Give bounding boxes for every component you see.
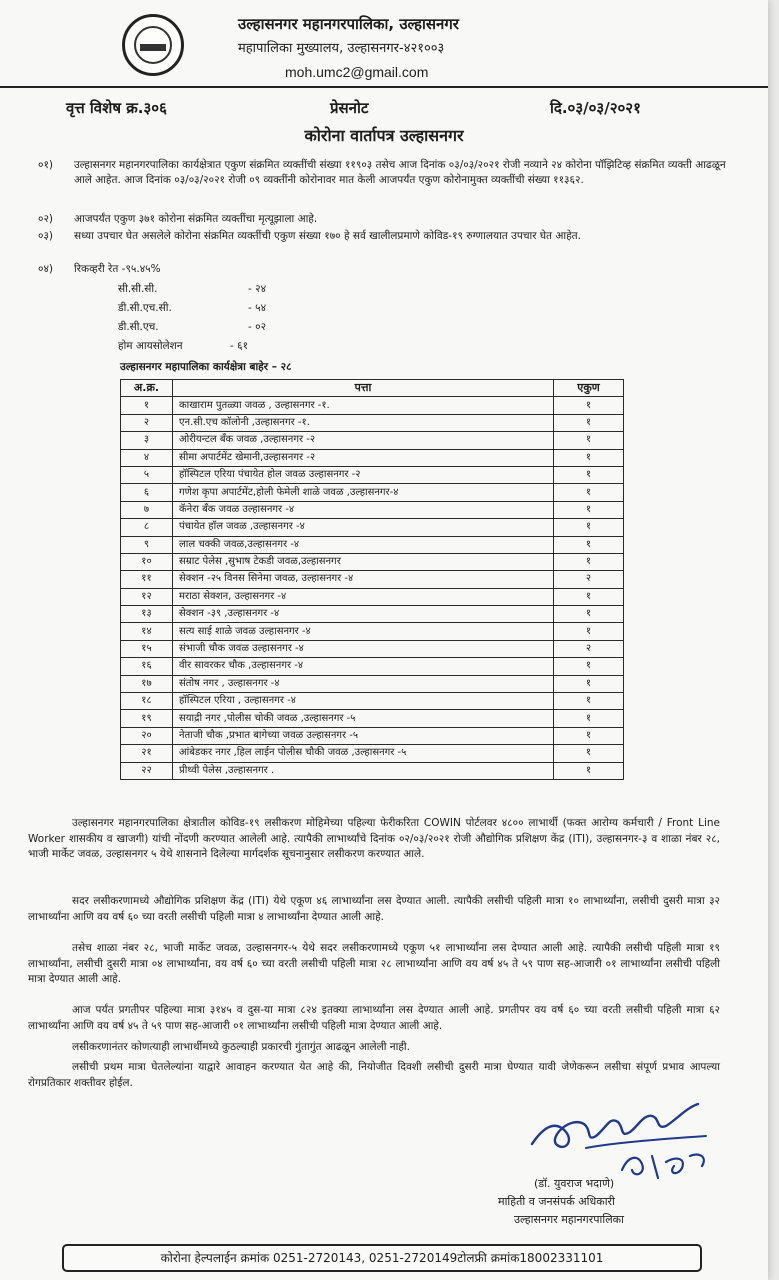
total-cell: १ — [554, 606, 624, 623]
address-cell: सत्य साई शाळे जवळ उल्हासनगर -४ — [173, 623, 554, 640]
serial-cell: २१ — [121, 745, 173, 762]
table-row — [121, 397, 624, 414]
table-row — [121, 484, 624, 501]
total-cell: १ — [554, 745, 624, 762]
municipal-seal-logo — [122, 14, 184, 76]
body-paragraph: लसीची प्रथम मात्रा घेतलेल्यांना याद्वारे आवाहन करण्यात येत आहे की, नियोजीत दिवशी लसीची दुसरी मात्रा घेण्यात यावी जेणेकरून लसीचा संपूर्ण प्रभाव आपल्या रोगप्रतिकार शक्तीवर होईल. — [28, 1061, 720, 1089]
total-cell: १ — [554, 675, 624, 692]
category-value: - ५४ — [248, 302, 267, 314]
serial-cell: ८ — [121, 519, 173, 536]
serial-cell: १८ — [121, 693, 173, 710]
bulletin-number: वृत्त विशेष क्र.३०६ — [66, 99, 167, 117]
table-header-row — [121, 380, 624, 397]
total-cell: १ — [554, 762, 624, 779]
bulletin-date: दि.०३/०३/२०२१ — [550, 99, 641, 117]
header-divider — [0, 86, 768, 88]
serial-cell: १५ — [121, 640, 173, 657]
category-dch — [118, 320, 318, 335]
org-email: moh.umc2@gmail.com — [285, 64, 429, 80]
table-row — [121, 606, 624, 623]
signatory-org: उल्हासनगर महानगरपालिका — [514, 1213, 624, 1226]
table-row — [121, 414, 624, 431]
point-3 — [38, 229, 728, 244]
total-cell: १ — [554, 414, 624, 431]
table-row — [121, 623, 624, 640]
serial-cell: २० — [121, 727, 173, 744]
point-number: ०३) — [38, 230, 54, 242]
serial-cell: ६ — [121, 484, 173, 501]
total-cell: १ — [554, 658, 624, 675]
address-cell: नेताजी चौक ,प्रभात बागेच्या जवळ उल्हासनगर -५ — [173, 727, 554, 744]
address-cell: आंबेडकर नगर ,हिल लाईन पोलीस चौकी जवळ ,उल्हासनगर -५ — [173, 745, 554, 762]
total-cell: १ — [554, 501, 624, 518]
table-row — [121, 449, 624, 466]
serial-cell: १६ — [121, 658, 173, 675]
serial-cell: ९ — [121, 536, 173, 553]
point-text: आजपर्यंत एकुण ३७१ कोरोना संक्रमित व्यक्तींचा मृत्यूझाला आहे. — [74, 213, 318, 225]
serial-cell: ११ — [121, 571, 173, 588]
total-cell: १ — [554, 484, 624, 501]
press-note-label: प्रेसनोट — [330, 99, 369, 117]
category-value: - ६१ — [230, 340, 249, 352]
org-address: महापालिका मुख्यालय, उल्हासनगर-४२१००३ — [238, 41, 445, 56]
serial-cell: १ — [121, 397, 173, 414]
category-home-isolation — [118, 339, 318, 354]
body-paragraph: आज पर्यंत प्रगतीपर पहिल्या मात्रा ३१४५ व दुस-या मात्रा ८२४ इतक्या लाभार्थ्यांना लस देण्यात आली आहे. प्रगतीपर वय वर्ष ६० च्या वरती लसीची पहिली मात्रा ६२ लाभार्थ्यांना आणि वय वर्ष ४५ ते ५९ पाण सह-आजारी ०१ लाभार्थ्यांना लसीची पहिली मात्रा देण्यात आली आहे. — [28, 1004, 720, 1032]
category-name: होम आयसोलेशन — [118, 340, 183, 352]
serial-cell: ५ — [121, 466, 173, 483]
total-cell: १ — [554, 397, 624, 414]
address-cell: एन.सी.एच कॉलोनी ,उल्हासनगर -१. — [173, 414, 554, 431]
address-cell: हॉस्पिटल एरिया पंचायेत होल जवळ उल्हासनगर -२ — [173, 466, 554, 483]
total-cell: १ — [554, 519, 624, 536]
total-cell: १ — [554, 432, 624, 449]
table-row — [121, 536, 624, 553]
total-cell: २ — [554, 571, 624, 588]
column-header-serial: अ.क्र. — [121, 380, 173, 397]
table-row — [121, 466, 624, 483]
point-2 — [38, 212, 728, 227]
table-row — [121, 501, 624, 518]
table-row — [121, 693, 624, 710]
address-cell: संतोष नगर , उल्हासनगर -४ — [173, 675, 554, 692]
total-cell: १ — [554, 449, 624, 466]
total-cell: २ — [554, 640, 624, 657]
table-row — [121, 519, 624, 536]
total-cell: १ — [554, 553, 624, 570]
address-cell: ओरीयन्टल बँक जवळ ,उल्हासनगर -२ — [173, 432, 554, 449]
address-cell: सम्राट पेलेस ,सुभाष टेकडी जवळ,उल्हासनगर — [173, 553, 554, 570]
table-row — [121, 658, 624, 675]
serial-cell: ७ — [121, 501, 173, 518]
category-name: सी.सी.सी. — [118, 283, 158, 295]
table-row — [121, 571, 624, 588]
table-row — [121, 432, 624, 449]
point-text: उल्हासनगर महानगरपालिका कार्यक्षेत्रात एकुण संक्रमित व्यक्तींची संख्या ११९०३ तसेच आज दिनांक ०३/०३/२०२१ रोजी नव्याने २४ कोरोना पॉझिटिव्ह संक्रमित व्यक्ती आढळून आले आहेत. आज दिनांक ०३/०३/२०२१ रोजी ०९ व्यक्तींनी कोरोनावर मात केली आजपर्यंत एकुण कोरोनामुक्त व्यक्तींची संख्या ११३६२. — [74, 159, 726, 186]
address-cell: कॅनेरा बँक जवळ उल्हासनगर -४ — [173, 501, 554, 518]
table-row — [121, 553, 624, 570]
address-cell: मराठा सेक्शन, उल्हासनगर -४ — [173, 588, 554, 605]
serial-cell: १९ — [121, 710, 173, 727]
point-text: सध्या उपचार घेत असलेले कोरोना संक्रमित व्यक्तींची एकुण संख्या १७० हे सर्व खालीलप्रमाणे कोविड-१९ रुग्णालयात उपचार घेत आहेत. — [74, 230, 582, 242]
point-text: रिकव्हरी रेत -९५.४५% — [74, 263, 161, 275]
serial-cell: १३ — [121, 606, 173, 623]
category-value: - २४ — [248, 283, 267, 295]
body-paragraph: उल्हासनगर महानगरपालिका क्षेत्रातील कोविड-१९ लसीकरण मोहिमेच्या पहिल्या फेरीकरिता COWIN पोर्टलवर ४८०० लाभार्थी (फक्त आरोग्य कर्मचारी / Front Line Worker शासकीय व खाजगी) यांची नोंदणी करण्यात आलेली आहे. त्यापैकी लाभार्थ्यांचे दिनांक ०२/०३/२०२१ रोजी औद्योगिक प्रशिक्षण केंद्र (ITI), उल्हासनगर-३ व शाळा नंबर २८, भाजी मार्केट जवळ, उल्हासनगर ५ येथे शासनाने दिलेल्या मार्गदर्शक सूचनानुसार लसीकरण करण्यात आले. — [28, 817, 720, 860]
table-row — [121, 727, 624, 744]
helpline-footer: कोरोना हेल्पलाईन क्रमांक 0251-2720143, 0251-2720149टोलफ्री क्रमांक18002331101 — [62, 1244, 702, 1272]
signatory-designation: माहिती व जनसंपर्क अधिकारी — [498, 1195, 615, 1208]
point-number: ०१) — [38, 159, 54, 171]
point-4 — [38, 262, 728, 277]
total-cell: १ — [554, 623, 624, 640]
table-row — [121, 588, 624, 605]
table-row — [121, 640, 624, 657]
total-cell: १ — [554, 710, 624, 727]
address-cell: सेक्शन -३९ ,उल्हासनगर -४ — [173, 606, 554, 623]
category-value: - ०२ — [248, 321, 267, 333]
body-paragraph: तसेच शाळा नंबर २८, भाजी मार्केट जवळ, उल्हासनगर-५ येथे सदर लसीकरणामध्ये एकूण ५१ लाभार्थ्यांना लस देण्यात आली आहे. त्यापैकी लसीची पहिली मात्रा १९ लाभार्थ्यांना, लसीची दुसरी मात्रा ०४ लाभार्थ्यांना, वय वर्ष ६० च्या वरती लसीची पहिली मात्रा २८ लाभार्थ्यांना आणि वय वर्ष ४५ ते ५९ पाण सह-आजारी ०१ लाभार्थ्यांना लसीची पहिली मात्रा देण्यात आली आहे. — [28, 942, 720, 985]
address-table — [120, 379, 624, 780]
point-number: ०२) — [38, 213, 54, 225]
column-header-total: एकुण — [554, 380, 624, 397]
address-cell: लाल चक्की जवळ,उल्हासनगर -४ — [173, 536, 554, 553]
serial-cell: १२ — [121, 588, 173, 605]
page-title: कोरोना वार्तापत्र उल्हासनगर — [304, 126, 464, 145]
total-cell: १ — [554, 466, 624, 483]
category-name: डी.सी.एच. — [118, 321, 159, 333]
point-number: ०४) — [38, 263, 54, 275]
total-cell: १ — [554, 588, 624, 605]
table-row — [121, 762, 624, 779]
serial-cell: १४ — [121, 623, 173, 640]
serial-cell: २२ — [121, 762, 173, 779]
outside-area-label: उल्हासनगर महापालिका कार्यक्षेत्रा बाहेर – २८ — [120, 361, 292, 373]
total-cell: १ — [554, 727, 624, 744]
address-cell: सयाद्री नगर ,पोलीस चोकी जवळ ,उल्हासनगर -५ — [173, 710, 554, 727]
address-cell: काखाराम पुतळ्या जवळ , उल्हासनगर -१. — [173, 397, 554, 414]
address-cell: पंचायेत हॉल जवळ ,उल्हासनगर -४ — [173, 519, 554, 536]
serial-cell: ३ — [121, 432, 173, 449]
address-cell: संभाजी चौक जवळ उल्हासनगर -४ — [173, 640, 554, 657]
address-cell: गणेश कृपा अपार्टमेंट,होली फेमेली शाळे जवळ ,उल्हासनगर-४ — [173, 484, 554, 501]
body-paragraph: सदर लसीकरणामध्ये औद्योगिक प्रशिक्षण केंद्र (ITI) येथे एकूण ४६ लाभार्थ्यांना लस देण्यात आली. त्यापैकी लसीची पहिली मात्रा १० लाभार्थ्यांना, लसीची दुसरी मात्रा ३२ लाभार्थ्यांना आणि वय वर्ष ६० च्या वरती लसीची पहिली मात्रा ४ लाभार्थ्यांना देण्यात आली आहे. — [28, 895, 720, 923]
total-cell: १ — [554, 536, 624, 553]
signatory-name: (डॉ. युवराज भदाणे) — [534, 1177, 615, 1190]
category-dchc — [118, 301, 318, 316]
org-name: उल्हासनगर महानगरपालिका, उल्हासनगर — [238, 15, 459, 33]
point-1 — [38, 158, 728, 188]
address-cell: हॉस्पिटल एरिया , उल्हासनगर -४ — [173, 693, 554, 710]
serial-cell: १० — [121, 553, 173, 570]
category-ccc — [118, 282, 318, 297]
address-cell: सीमा अपार्टमेंट खेमानी,उल्हासनगर -२ — [173, 449, 554, 466]
table-row — [121, 710, 624, 727]
handwritten-signature — [526, 1086, 726, 1186]
body-paragraph: लसीकरणानंतर कोणत्याही लाभार्थीमध्ये कुठल्याही प्रकारची गुंतागुंत आढळून आलेली नाही. — [72, 1041, 410, 1053]
address-cell: प्रीथ्वी पेलेस ,उल्हासनगर . — [173, 762, 554, 779]
column-header-address: पत्ता — [173, 380, 554, 397]
table-row — [121, 675, 624, 692]
address-cell: वीर सावरकर चौक ,उल्हासनगर -४ — [173, 658, 554, 675]
total-cell: १ — [554, 693, 624, 710]
serial-cell: २ — [121, 414, 173, 431]
serial-cell: १७ — [121, 675, 173, 692]
address-cell: सेक्शन -२५ विनस सिनेमा जवळ, उल्हासनगर -४ — [173, 571, 554, 588]
table-row — [121, 745, 624, 762]
serial-cell: ४ — [121, 449, 173, 466]
category-name: डी.सी.एच.सी. — [118, 302, 172, 314]
